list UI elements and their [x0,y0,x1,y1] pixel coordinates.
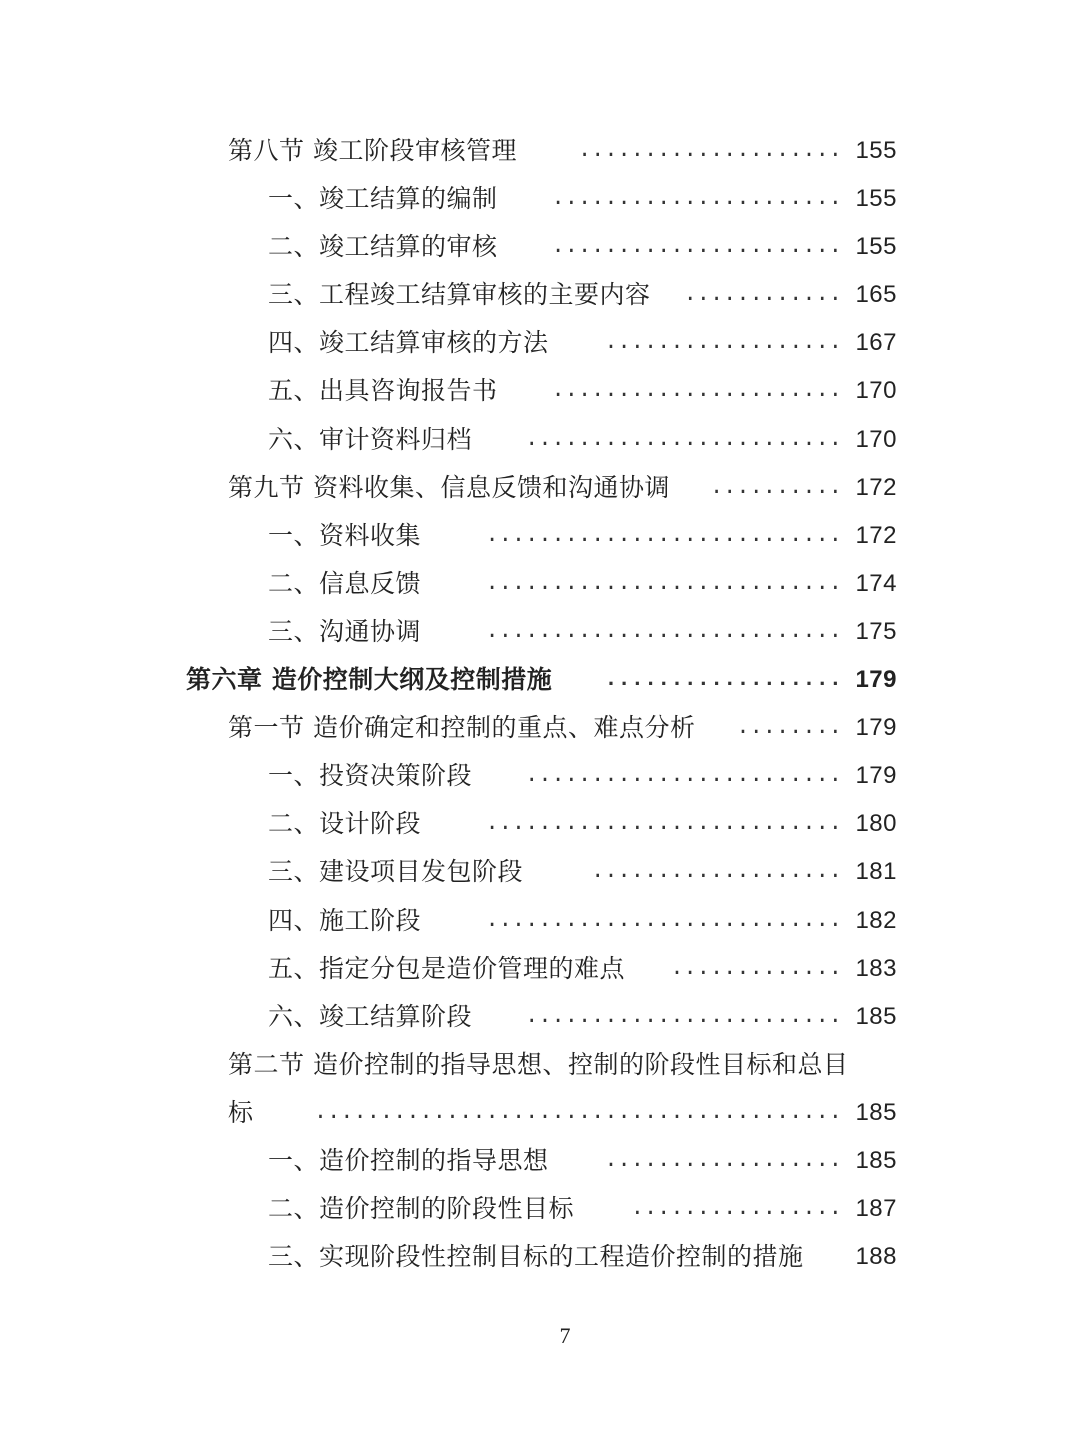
toc-page-number: 185 [855,1146,897,1174]
toc-page-number: 165 [855,281,897,309]
toc-item-entry[interactable] [0,319,1080,367]
toc-entry-title: 第二节 造价控制的指导思想、控制的阶段性目标和总目 [228,1049,849,1079]
toc-page-number: 179 [855,714,897,742]
toc-page-number: 180 [855,810,897,838]
toc-page-number: 179 [855,666,897,694]
page-number: 7 [559,1323,571,1348]
toc-leader-dots: ........................ [525,426,842,452]
toc-page-number: 185 [855,1002,897,1030]
toc-item-entry[interactable] [0,848,1080,896]
toc-leader-dots: .......... [709,474,842,500]
toc-entry-title: 标 [228,1097,254,1127]
toc-entry-title: 一、投资决策阶段 [268,761,473,791]
toc-leader-dots: ........................... [485,811,842,837]
toc-leader-dots: .................. [604,330,842,356]
toc-leader-dots: ................ [630,1196,842,1222]
toc-item-entry[interactable] [0,416,1080,464]
toc-page-number: 167 [855,329,897,357]
toc-leader-dots: ...................... [551,378,842,404]
toc-entry-title: 一、竣工结算的编制 [268,184,498,214]
toc-entry-title: 二、信息反馈 [268,568,422,598]
toc-item-entry[interactable] [0,560,1080,608]
toc-item-entry[interactable] [0,752,1080,800]
toc-item-entry[interactable] [0,1137,1080,1185]
toc-page-number: 182 [855,906,897,934]
toc-leader-dots: ...................... [551,186,842,212]
toc-section-entry[interactable] [0,127,1080,175]
toc-leader-dots: ........................ [525,1003,842,1029]
toc-page-number: 155 [855,137,897,164]
toc-item-entry[interactable] [0,367,1080,415]
toc-item-entry[interactable] [0,993,1080,1041]
toc-entry-title: 一、造价控制的指导思想 [268,1145,549,1175]
toc-leader-dots: ............ [683,282,842,308]
toc-page-number: 170 [855,425,897,453]
toc-entry-title: 第九节 资料收集、信息反馈和沟通协调 [228,472,670,502]
toc-entry-title: 二、竣工结算的审核 [268,232,498,262]
toc-page-number: 188 [855,1243,897,1271]
toc-entry-title: 五、出具咨询报告书 [268,376,498,406]
toc-leader-dots: ........................... [485,570,842,596]
toc-entry-title: 三、沟通协调 [268,616,422,646]
toc-section-entry[interactable] [0,1041,1080,1089]
toc-page-number: 185 [855,1098,897,1126]
toc-page-number: 172 [855,473,897,501]
toc-leader-dots: ...................... [551,234,842,260]
toc-page-number: 187 [855,1195,897,1223]
toc-entry-title: 第八节 竣工阶段审核管理 [228,136,517,165]
toc-leader-dots: ................... [591,859,842,885]
toc-page-number: 183 [855,954,897,982]
toc-page-number: 155 [855,185,897,213]
toc-entry-title: 一、资料收集 [268,520,422,550]
toc-leader-dots: ........................ [525,763,842,789]
table-of-contents [0,127,1080,1281]
toc-section-entry-continuation[interactable] [0,1089,1080,1137]
toc-page-number: 175 [855,617,897,645]
toc-item-entry[interactable] [0,175,1080,223]
toc-leader-dots: ............. [670,955,842,981]
toc-item-entry[interactable] [0,223,1080,271]
toc-page-number: 172 [855,521,897,549]
toc-item-entry[interactable] [0,800,1080,848]
toc-leader-dots: .................... [577,138,842,163]
toc-item-entry[interactable] [0,512,1080,560]
toc-section-entry[interactable] [0,704,1080,752]
toc-leader-dots: ........................... [485,618,842,644]
toc-item-entry[interactable] [0,897,1080,945]
toc-entry-title: 六、竣工结算阶段 [268,1001,473,1031]
toc-item-entry[interactable] [0,608,1080,656]
toc-leader-dots: ........ [736,715,842,741]
toc-entry-title: 三、工程竣工结算审核的主要内容 [268,280,651,310]
toc-section-entry[interactable] [0,464,1080,512]
toc-entry-title: 四、竣工结算审核的方法 [268,328,549,358]
toc-entry-title: 五、指定分包是造价管理的难点 [268,953,626,983]
toc-leader-dots: .................. [604,667,842,693]
toc-page-number: 170 [855,377,897,405]
toc-entry-title: 二、设计阶段 [268,809,422,839]
toc-entry-title: 三、实现阶段性控制目标的工程造价控制的措施 [268,1242,804,1272]
toc-item-entry[interactable] [0,271,1080,319]
toc-leader-dots: ........................................ [313,1099,842,1125]
toc-item-entry[interactable] [0,1233,1080,1281]
toc-page-number: 181 [855,858,897,886]
toc-item-entry[interactable] [0,1185,1080,1233]
toc-leader-dots: ........................... [485,907,842,933]
toc-entry-title: 二、造价控制的阶段性目标 [268,1194,575,1224]
toc-leader-dots: ........................... [485,522,842,548]
toc-page-number: 179 [855,762,897,790]
toc-entry-title: 三、建设项目发包阶段 [268,857,524,887]
toc-page-number: 174 [855,569,897,597]
toc-leader-dots: .................. [604,1147,842,1173]
toc-item-entry[interactable] [0,945,1080,993]
toc-page-number: 155 [855,233,897,261]
toc-entry-title: 第六章 造价控制大纲及控制措施 [186,665,553,695]
toc-entry-title: 四、施工阶段 [268,905,422,935]
toc-entry-title: 第一节 造价确定和控制的重点、难点分析 [228,713,696,743]
toc-entry-title: 六、审计资料归档 [268,424,473,454]
toc-chapter-entry[interactable] [0,656,1080,704]
